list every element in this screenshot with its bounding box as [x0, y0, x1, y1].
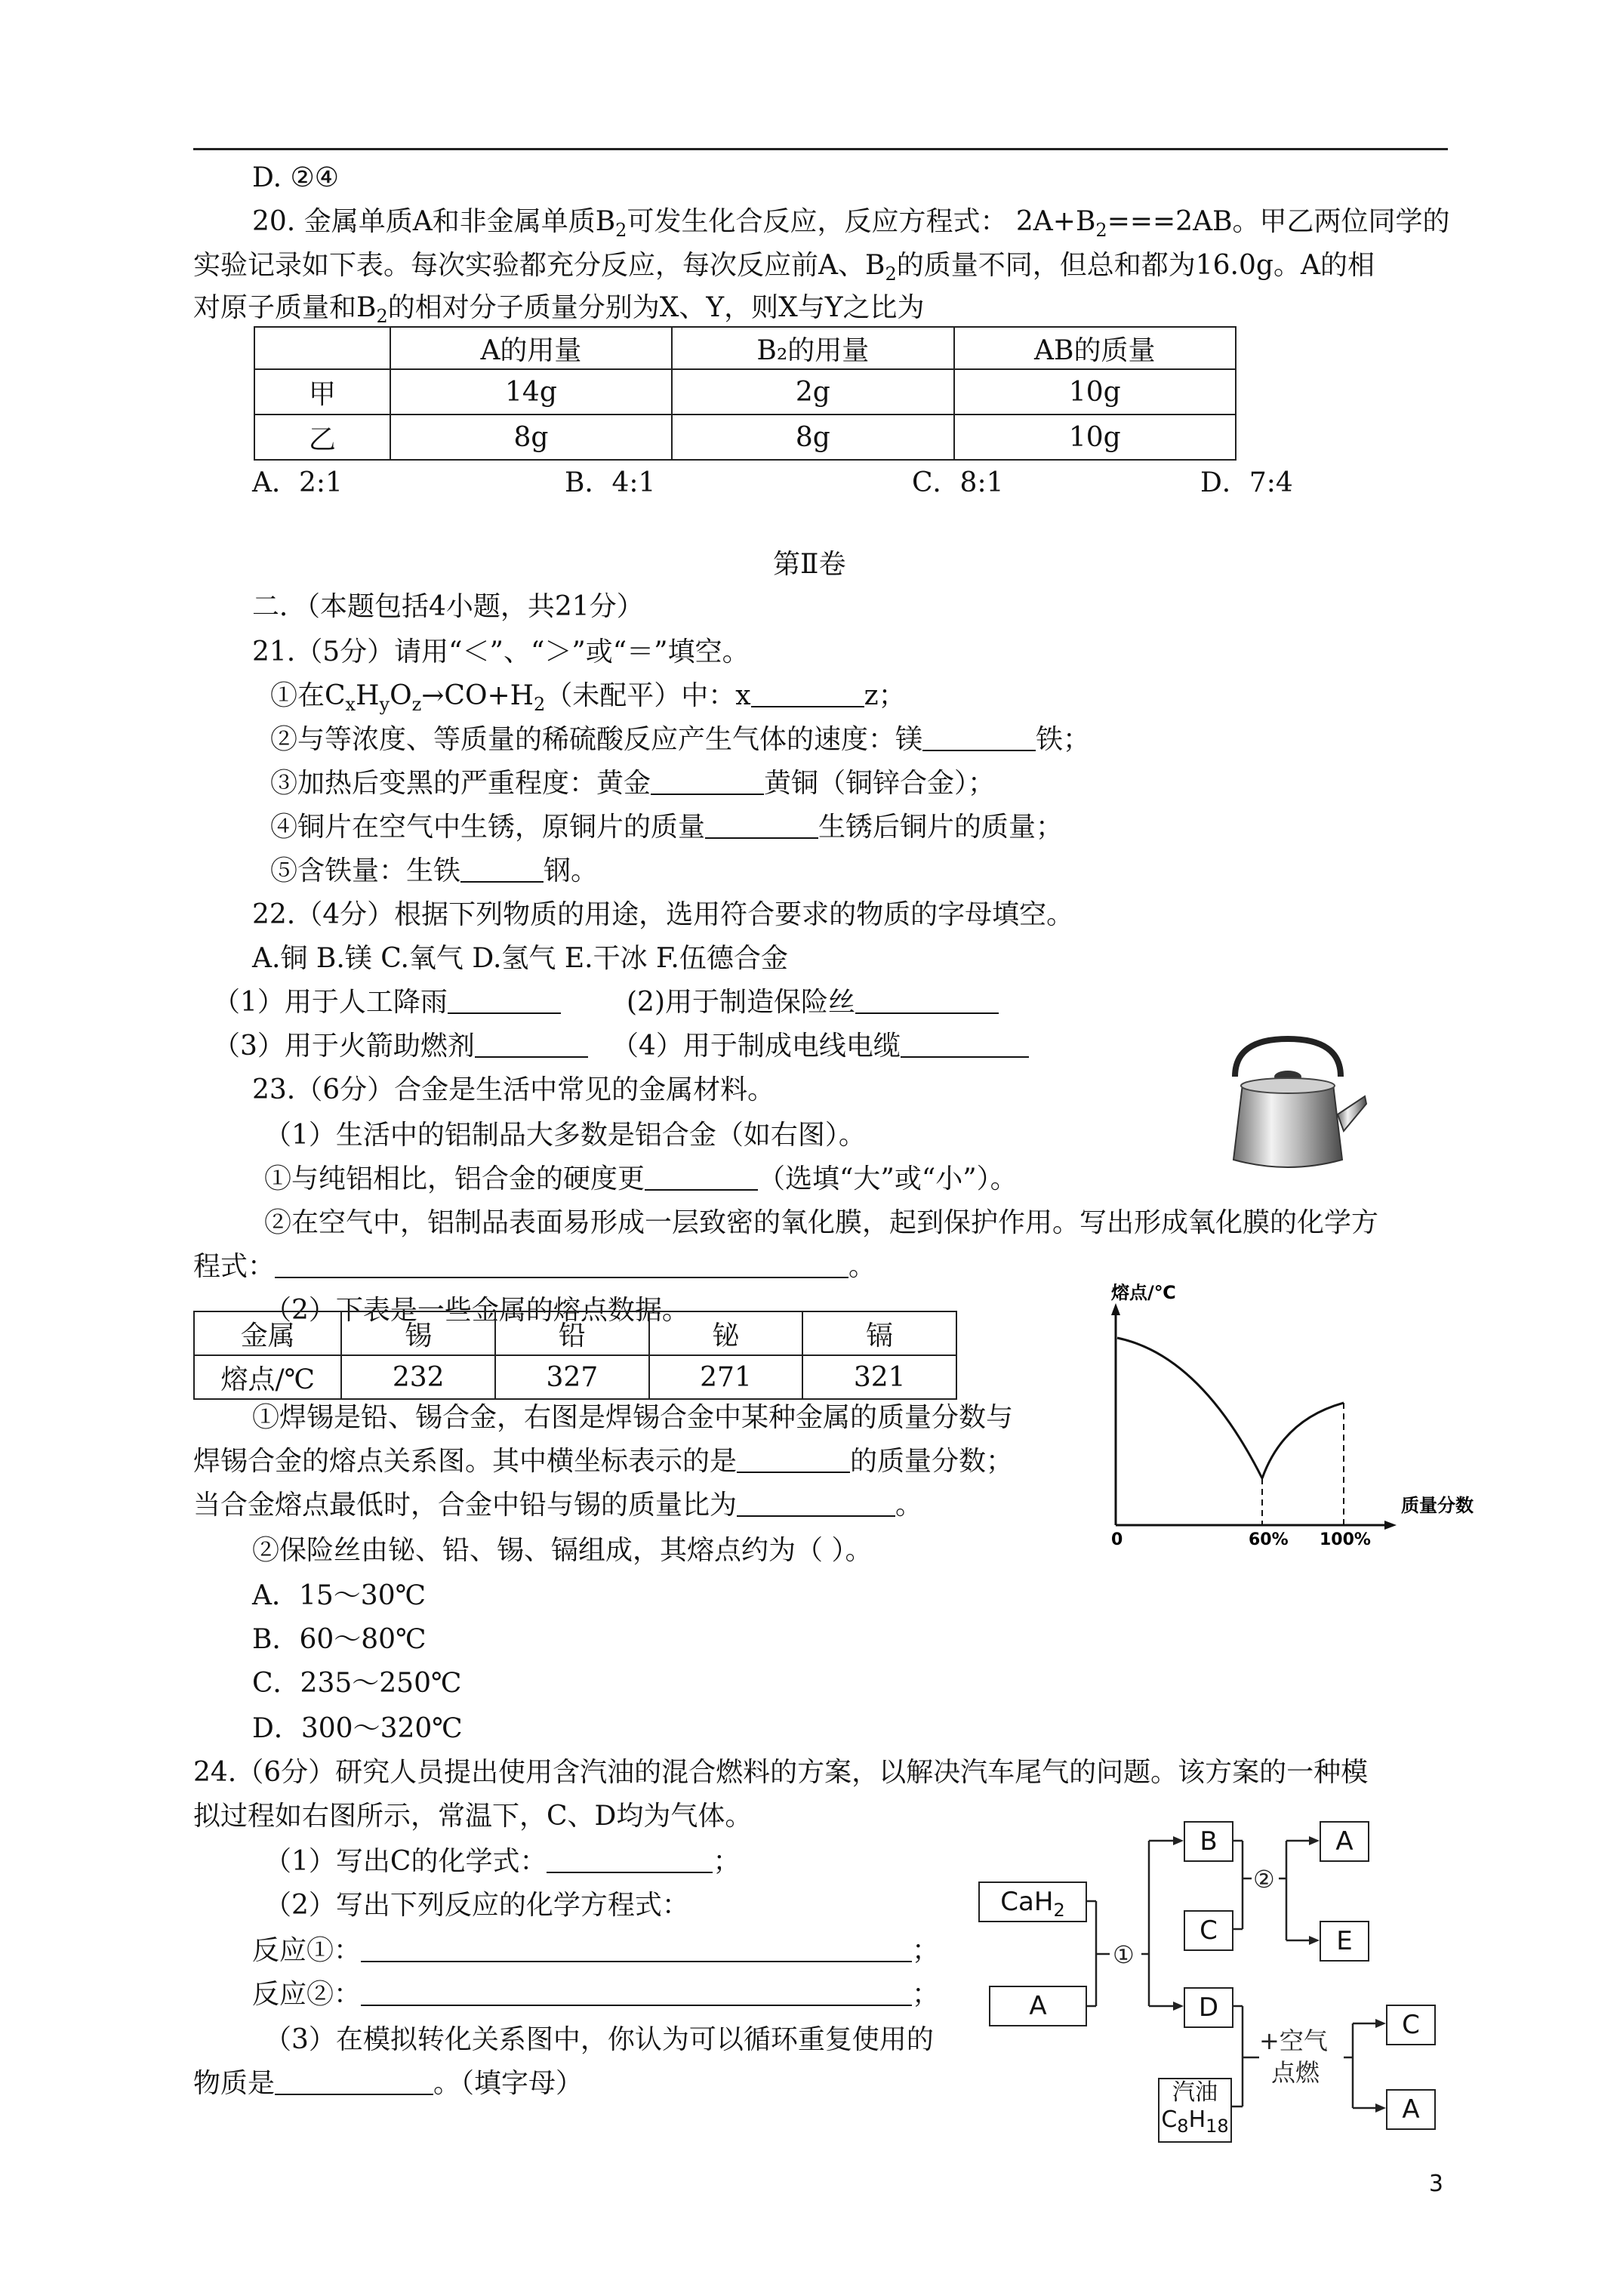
- table-header: 锡: [341, 1311, 495, 1355]
- x-axis-arrow: [1384, 1521, 1397, 1530]
- q24-p1: （1）写出C的化学式： ；: [264, 1846, 741, 1877]
- table-cell: 232: [341, 1355, 495, 1399]
- node-a-final: A: [1386, 2089, 1436, 2130]
- q20-option-d: D．7:4: [1200, 467, 1293, 498]
- node-a-output: A: [1320, 1821, 1369, 1862]
- q22-choices: A.铜 B.镁 C.氧气 D.氢气 E.干冰 F.伍德合金: [252, 943, 788, 974]
- tick-60: 60%: [1249, 1530, 1289, 1549]
- melting-point-graph: [1087, 1284, 1510, 1563]
- q24-p3b: 物质是 。（填字母）: [193, 2068, 584, 2099]
- q24-p3a: （3）在模拟转化关系图中，你认为可以循环重复使用的: [264, 2024, 934, 2055]
- table-cell: 327: [495, 1355, 649, 1399]
- q23-p1-1: ①与纯铝相比，铝合金的硬度更 （选填“大”或“小”）。: [264, 1163, 1018, 1194]
- q23-p1-2b: 程式： 。: [193, 1251, 876, 1282]
- node-c: C: [1184, 1910, 1233, 1951]
- node-petrol: 汽油 $C_8H_{18}$: [1158, 2078, 1232, 2143]
- q23-p1: （1）生活中的铝制品大多数是铝合金（如右图）。: [264, 1120, 866, 1151]
- table-cell: 321: [802, 1355, 956, 1399]
- q20-line1: 20. 金属单质A和非金属单质$B_2$可发生化合反应，反应方程式： $2A+B_2===2AB$。甲乙两位同学的: [252, 206, 1450, 242]
- q24-r1: 反应①： ；: [252, 1935, 940, 1966]
- q21-item4: ④铜片在空气中生锈，原铜片的质量 生锈后铜片的质量；: [270, 812, 1064, 843]
- q20-line2: 实验记录如下表。每次实验都充分反应，每次反应前A、$B_2$的质量不同，但总和都为16.0g。A的相: [193, 250, 1375, 285]
- node-b: B: [1184, 1821, 1233, 1862]
- step-1-label: ①: [1113, 1940, 1135, 1969]
- table-cell: 8g: [390, 415, 672, 460]
- table-cell: 10g: [954, 369, 1236, 415]
- table-cell: 10g: [954, 415, 1236, 460]
- node-a-input: A: [989, 1986, 1087, 2026]
- node-cah2: CaH$_2$: [978, 1881, 1087, 1922]
- node-e: E: [1320, 1921, 1369, 1962]
- q21-item5: ⑤含铁量：生铁 钢。: [270, 855, 599, 886]
- table-header: 铅: [495, 1311, 649, 1355]
- q24-p2: （2）写出下列反应的化学方程式：: [264, 1890, 689, 1921]
- curve-left: [1117, 1338, 1262, 1478]
- table-cell: 熔点/℃: [194, 1355, 341, 1399]
- y-axis-arrow: [1111, 1303, 1120, 1315]
- table-cell: 8g: [672, 415, 953, 460]
- section-title: 第Ⅱ卷: [773, 549, 846, 580]
- table-header: A的用量: [390, 327, 672, 369]
- q23-p1-2: ②在空气中，铝制品表面易形成一层致密的氧化膜，起到保护作用。写出形成氧化膜的化学方: [264, 1207, 1379, 1238]
- q24-title: 24.（6分）研究人员提出使用含汽油的混合燃料的方案，以解决汽车尾气的问题。该方案的一种模: [193, 1757, 1369, 1788]
- q23-option-a: A．15～30℃: [252, 1580, 426, 1611]
- q22-p3: （3）用于火箭助燃剂: [213, 1030, 588, 1063]
- q21-title: 21.（5分）请用“＜”、“＞”或“＝”填空。: [252, 636, 750, 667]
- table-cell: 乙: [254, 415, 390, 460]
- page-number: 3: [1428, 2171, 1443, 2197]
- table-header: [254, 327, 390, 369]
- table-header: B₂的用量: [672, 327, 953, 369]
- tick-100: 100%: [1320, 1530, 1371, 1549]
- q21-item2: ②与等浓度、等质量的稀硫酸反应产生气体的速度：镁 铁；: [270, 724, 1091, 755]
- q22-p1: （1）用于人工降雨: [213, 986, 561, 1019]
- q20-table: [254, 326, 1236, 461]
- air-label: +空气: [1259, 2026, 1328, 2055]
- q24-r2: 反应②： ；: [252, 1979, 940, 2010]
- node-d: D: [1184, 1987, 1233, 2028]
- graph-xlabel: 质量分数: [1401, 1495, 1474, 1516]
- q23-option-c: C．235～250℃: [252, 1668, 462, 1699]
- q23-option-b: B．60～80℃: [252, 1624, 427, 1655]
- q23-table: [193, 1311, 957, 1400]
- table-cell: 14g: [390, 369, 672, 415]
- table-cell: 甲: [254, 369, 390, 415]
- q19-option-d: D. ②④: [252, 162, 340, 193]
- q23-p2: （2）下表是一些金属的熔点数据。: [264, 1295, 689, 1326]
- q21-item1: ①在$C_xH_yO_z\to CO+H_2$（未配平）中：x z；: [270, 680, 906, 716]
- q20-line3: 对原子质量和$B_2$的相对分子质量分别为X、Y，则X与Y之比为: [193, 292, 925, 328]
- q22-p4: （4）用于制成电线电缆: [611, 1030, 1029, 1063]
- q23-p2-1d: 当合金熔点最低时，合金中铅与锡的质量比为 。: [193, 1490, 923, 1521]
- table-cell: 271: [649, 1355, 803, 1399]
- q22-p2: (2)用于制造保险丝: [627, 986, 999, 1019]
- table-header: 铋: [649, 1311, 803, 1355]
- kettle-image: [1205, 1031, 1371, 1182]
- q24-title2: 拟过程如右图所示，常温下，C、D均为气体。: [193, 1801, 753, 1832]
- q21-item3: ③加热后变黑的严重程度：黄金 黄铜（铜锌合金）；: [270, 768, 996, 799]
- q23-option-d: D．300～320℃: [252, 1713, 463, 1744]
- q23-p2-1a: ①焊锡是铅、锡合金，右图是焊锡合金中某种金属的质量分数与: [252, 1402, 1014, 1433]
- table-header: AB的质量: [954, 327, 1236, 369]
- tick-0: 0: [1111, 1530, 1123, 1549]
- q23-title: 23.（6分）合金是生活中常见的金属材料。: [252, 1074, 775, 1105]
- q22-title: 22.（4分）根据下列物质的用途，选用符合要求的物质的字母填空。: [252, 899, 1074, 930]
- table-header: 金属: [194, 1311, 341, 1355]
- q20-option-b: B．4:1: [565, 467, 656, 498]
- graph-ylabel: 熔点/℃: [1111, 1284, 1176, 1303]
- ignite-label: 点燃: [1271, 2058, 1320, 2087]
- q23-p2-2: ②保险丝由铋、铅、锡、镉组成，其熔点约为（ ）。: [252, 1535, 873, 1566]
- q23-p2-1b: 焊锡合金的熔点关系图。其中横坐标表示的是 的质量分数；: [193, 1446, 1014, 1477]
- header-rule: [193, 148, 1448, 150]
- table-header: 镉: [802, 1311, 956, 1355]
- step-2-label: ②: [1253, 1865, 1275, 1894]
- curve-right: [1262, 1403, 1344, 1478]
- q20-option-a: A．2:1: [252, 467, 343, 498]
- node-c-output: C: [1386, 2005, 1436, 2045]
- table-cell: 2g: [672, 369, 953, 415]
- part2-intro: 二．（本题包括4小题，共21分）: [252, 591, 644, 622]
- q20-option-c: C．8:1: [912, 467, 1004, 498]
